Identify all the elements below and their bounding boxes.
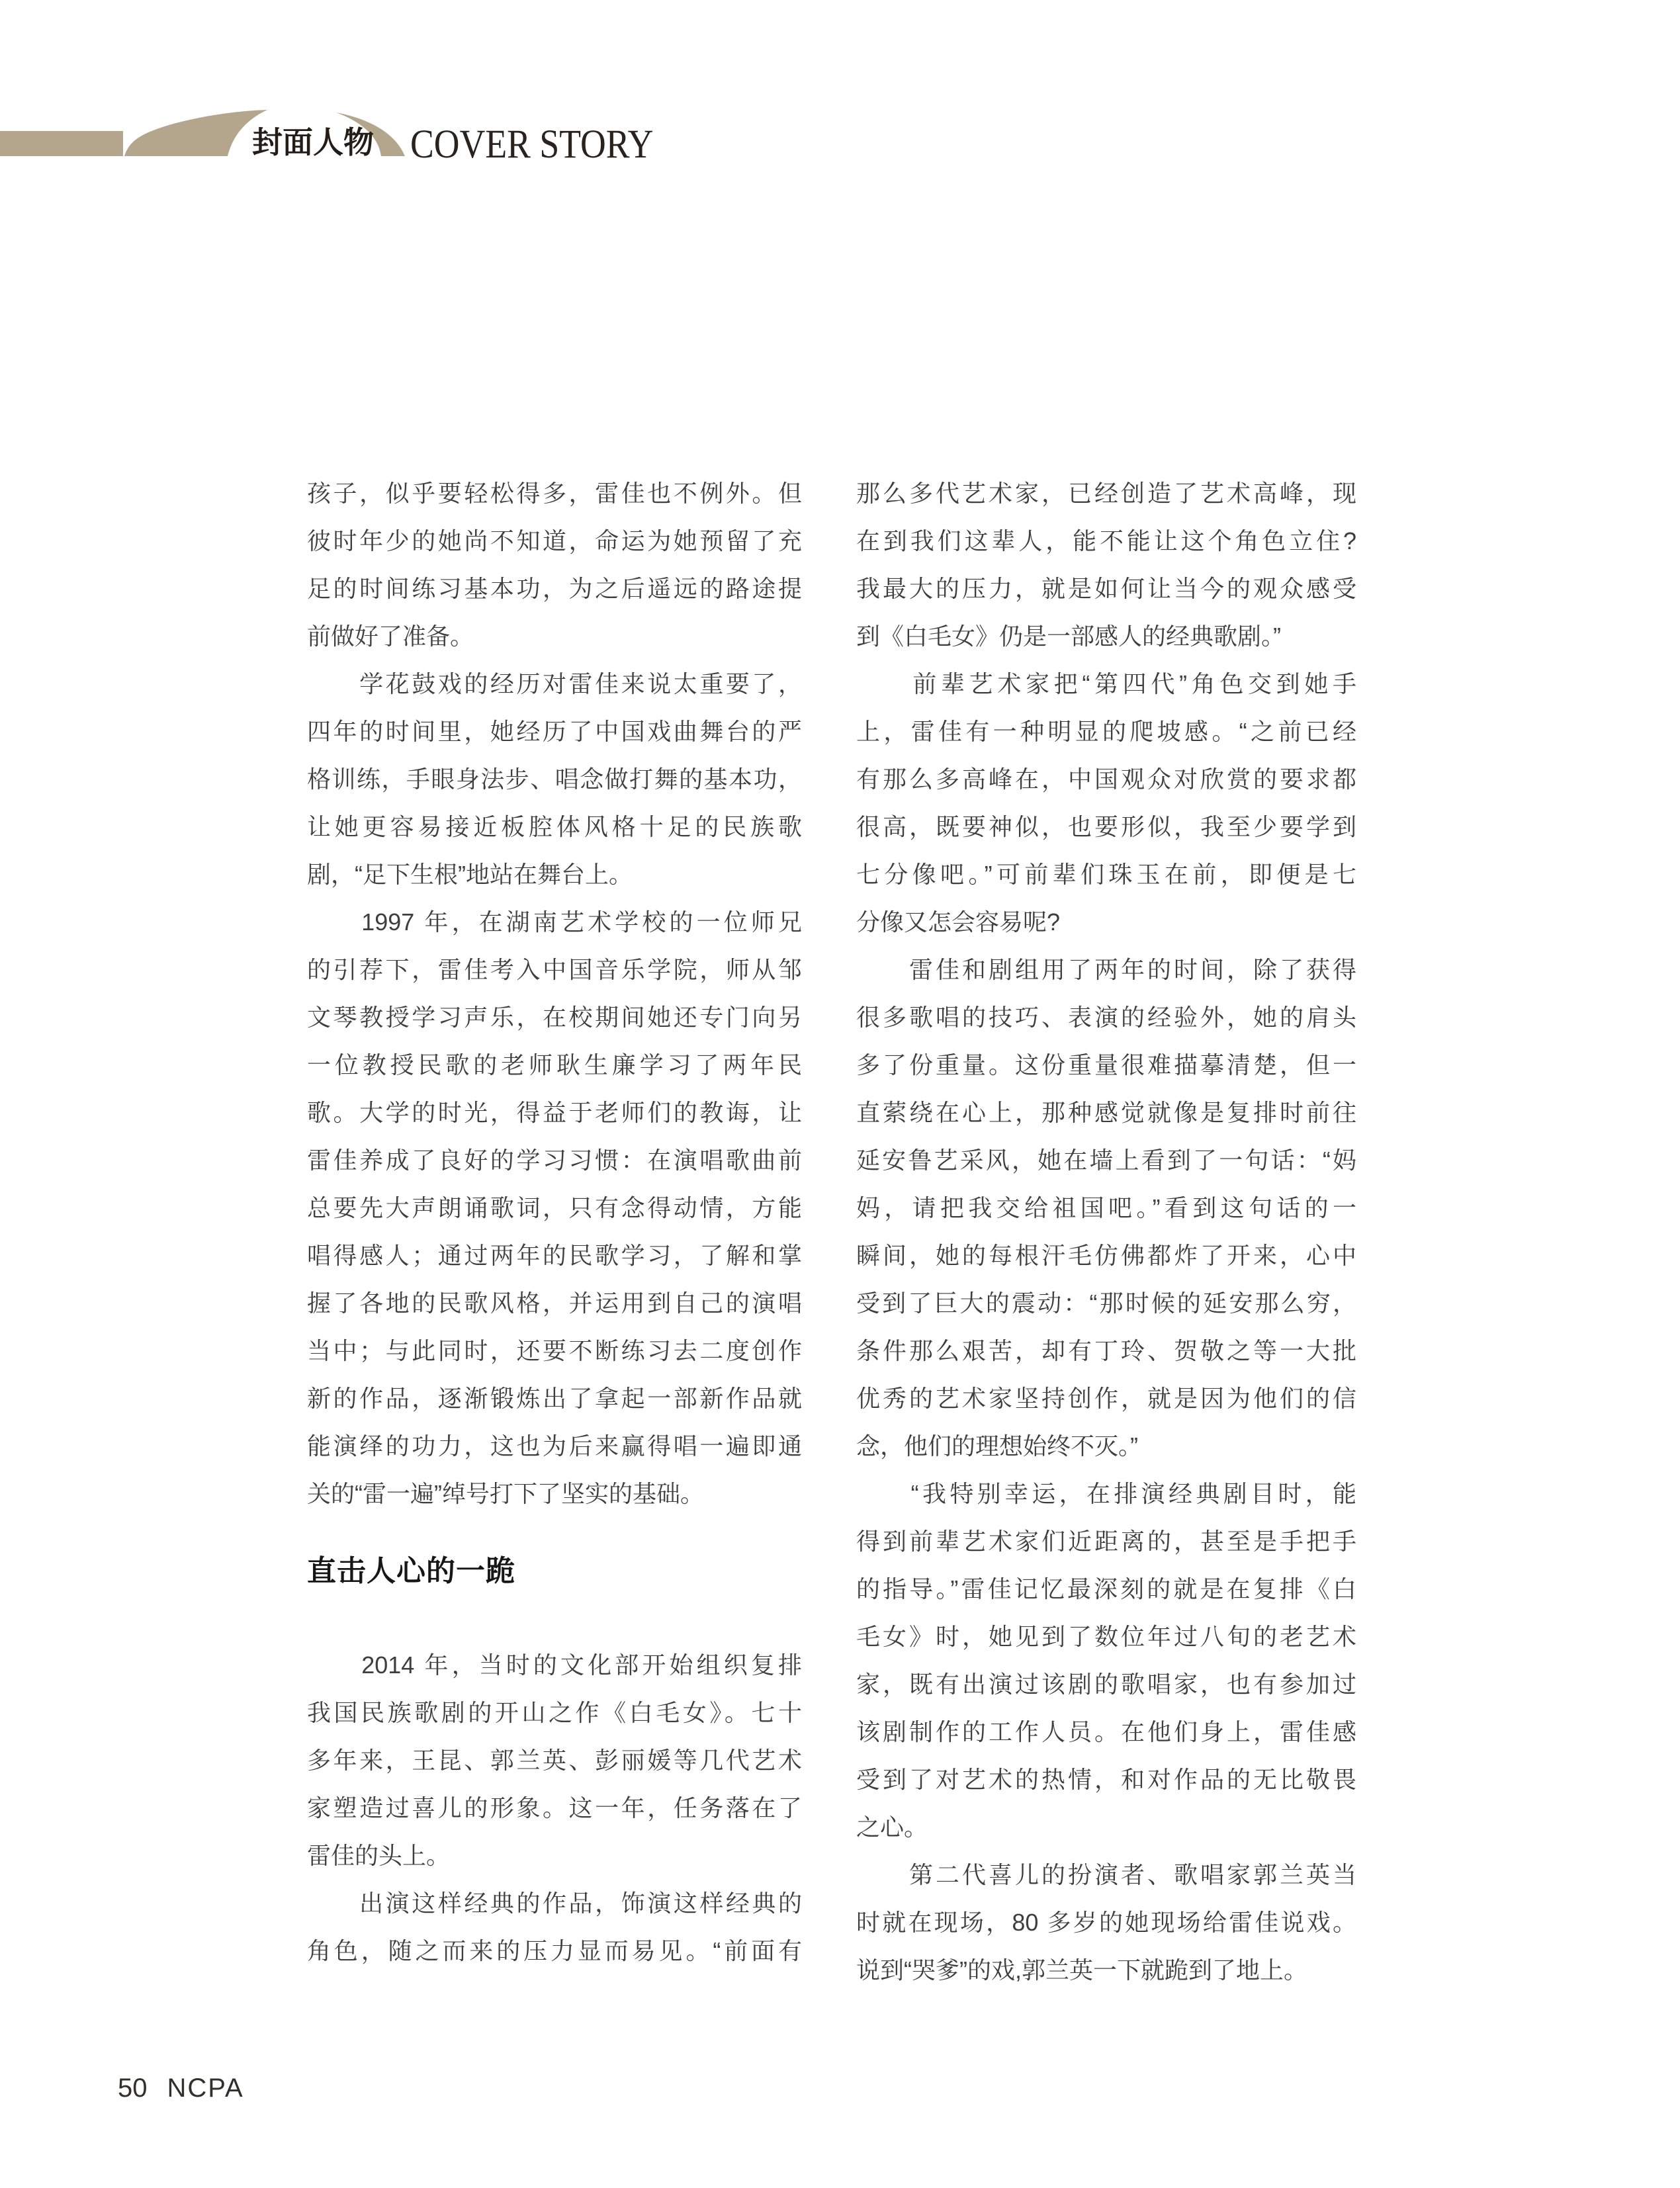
- text-line: 唱得感人；通过两年的民歌学习，了解和掌: [307, 1242, 802, 1269]
- text-line: 当中；与此同时，还要不断练习去二度创作: [307, 1337, 802, 1364]
- text-line: 握了各地的民歌风格，并运用到自己的演唱: [307, 1290, 802, 1317]
- text-line: 受到了巨大的震动：“那时候的延安那么穷，: [856, 1290, 1356, 1317]
- text-line: 学花鼓戏的经历对雷佳来说太重要了，: [307, 670, 802, 697]
- text-line: 剧，“足下生根”地站在舞台上。: [307, 861, 633, 888]
- header-bar-shape: [0, 131, 123, 156]
- text-line: 文琴教授学习声乐，在校期间她还专门向另: [307, 1004, 802, 1031]
- text-line: 角色，随之而来的压力显而易见。“前面有: [307, 1937, 802, 1964]
- text-line: 有那么多高峰在，中国观众对欣赏的要求都: [856, 766, 1356, 793]
- text-line: 很多歌唱的技巧、表演的经验外，她的肩头: [856, 1004, 1356, 1031]
- text-line: 一位教授民歌的老师耿生廉学习了两年民: [307, 1051, 802, 1078]
- text-line: 多了份重量。这份重量很难描摹清楚，但一: [856, 1051, 1356, 1078]
- text-line: 彼时年少的她尚不知道，命运为她预留了充: [307, 527, 802, 554]
- page-footer: [118, 2075, 244, 2101]
- section-title-cn: 封面人物: [252, 125, 374, 159]
- text-line: 的指导。”雷佳记忆最深刻的就是在复排《白: [856, 1575, 1356, 1602]
- text-line: 四年的时间里，她经历了中国戏曲舞台的严: [307, 718, 802, 745]
- text-line: 总要先大声朗诵歌词，只有念得动情，方能: [307, 1194, 802, 1221]
- column-left: [307, 470, 802, 1975]
- text-line: 歌。大学的时光，得益于老师们的教诲，让: [307, 1099, 802, 1126]
- text-line: 那么多代艺术家，已经创造了艺术高峰，现: [856, 480, 1356, 507]
- text-line: 雷佳养成了良好的学习习惯：在演唱歌曲前: [307, 1147, 802, 1174]
- text-line: 到《白毛女》仍是一部感人的经典歌剧。”: [856, 623, 1281, 650]
- journal-name: NCPA: [167, 2074, 244, 2103]
- text-line: 前辈艺术家把“第四代”角色交到她手: [856, 670, 1356, 697]
- text-line: 能演绎的功力，这也为后来赢得唱一遍即通: [307, 1432, 802, 1460]
- text-line: 第二代喜儿的扮演者、歌唱家郭兰英当: [856, 1861, 1356, 1888]
- text-line: 家塑造过喜儿的形象。这一年，任务落在了: [307, 1794, 802, 1821]
- text-line: 受到了对艺术的热情，和对作品的无比敬畏: [856, 1766, 1356, 1793]
- text-line: 延安鲁艺采风，她在墙上看到了一句话：“妈: [856, 1147, 1356, 1174]
- text-line: 毛女》时，她见到了数位年过八旬的老艺术: [856, 1623, 1356, 1650]
- column-right: [856, 470, 1356, 1994]
- section-title-en: COVER STORY: [410, 122, 654, 167]
- text-line: 瞬间，她的每根汗毛仿佛都炸了开来，心中: [856, 1242, 1356, 1269]
- text-line: 上，雷佳有一种明显的爬坡感。“之前已经: [856, 718, 1356, 745]
- text-line: 之心。: [856, 1814, 928, 1841]
- text-line: 足的时间练习基本功，为之后遥远的路途提: [307, 575, 802, 602]
- text-line: 格训练，手眼身法步、唱念做打舞的基本功，: [307, 766, 802, 793]
- text-line: 关的“雷一遍”绰号打下了坚实的基础。: [307, 1480, 704, 1507]
- text-line: 多年来，王昆、郭兰英、彭丽媛等几代艺术: [307, 1747, 802, 1774]
- text-line: 念，他们的理想始终不灭。”: [856, 1432, 1138, 1460]
- text-line: 我最大的压力，就是如何让当今的观众感受: [856, 575, 1356, 602]
- text-line: “我特别幸运，在排演经典剧目时，能: [856, 1480, 1356, 1507]
- text-line: 该剧制作的工作人员。在他们身上，雷佳感: [856, 1718, 1356, 1745]
- text-line: 1997 年，在湖南艺术学校的一位师兄: [307, 908, 802, 936]
- text-line: 很高，既要神似，也要形似，我至少要学到: [856, 813, 1356, 840]
- text-line: 雷佳和剧组用了两年的时间，除了获得: [856, 956, 1356, 983]
- text-line: 得到前辈艺术家们近距离的，甚至是手把手: [856, 1528, 1356, 1555]
- text-line: 让她更容易接近板腔体风格十足的民族歌: [307, 813, 802, 840]
- text-line: 优秀的艺术家坚持创作，就是因为他们的信: [856, 1385, 1356, 1412]
- text-line: 前做好了准备。: [307, 623, 474, 650]
- text-line: 我国民族歌剧的开山之作《白毛女》。七十: [307, 1699, 802, 1726]
- text-line: 分像又怎会容易呢?: [856, 908, 1061, 936]
- header-fin-shape: [124, 110, 267, 156]
- text-line: 家，既有出演过该剧的歌唱家，也有参加过: [856, 1671, 1356, 1698]
- text-line: 新的作品，逐渐锻炼出了拿起一部新作品就: [307, 1385, 802, 1412]
- text-line: 条件那么艰苦，却有丁玲、贺敬之等一大批: [856, 1337, 1356, 1364]
- header-swoosh-graphic: [0, 0, 662, 198]
- section-heading: 直击人心的一跪: [307, 1555, 515, 1587]
- text-line: 在到我们这辈人，能不能让这个角色立住?: [856, 527, 1356, 554]
- text-line: 妈，请把我交给祖国吧。”看到这句话的一: [856, 1194, 1356, 1221]
- text-line: 时就在现场，80 多岁的她现场给雷佳说戏。: [856, 1909, 1356, 1936]
- text-line: 直萦绕在心上，那种感觉就像是复排时前往: [856, 1099, 1356, 1126]
- text-line: 雷佳的头上。: [307, 1842, 451, 1869]
- text-line: 的引荐下，雷佳考入中国音乐学院，师从邹: [307, 956, 802, 983]
- page-number: 50: [118, 2074, 148, 2103]
- text-line: 说到“哭爹”的戏,郭兰英一下就跪到了地上。: [856, 1956, 1307, 1984]
- text-line: 七分像吧。”可前辈们珠玉在前，即便是七: [856, 861, 1356, 888]
- text-line: 出演这样经典的作品，饰演这样经典的: [307, 1890, 802, 1917]
- text-line: 2014 年，当时的文化部开始组织复排: [307, 1651, 802, 1679]
- text-line: 孩子，似乎要轻松得多，雷佳也不例外。但: [307, 480, 802, 507]
